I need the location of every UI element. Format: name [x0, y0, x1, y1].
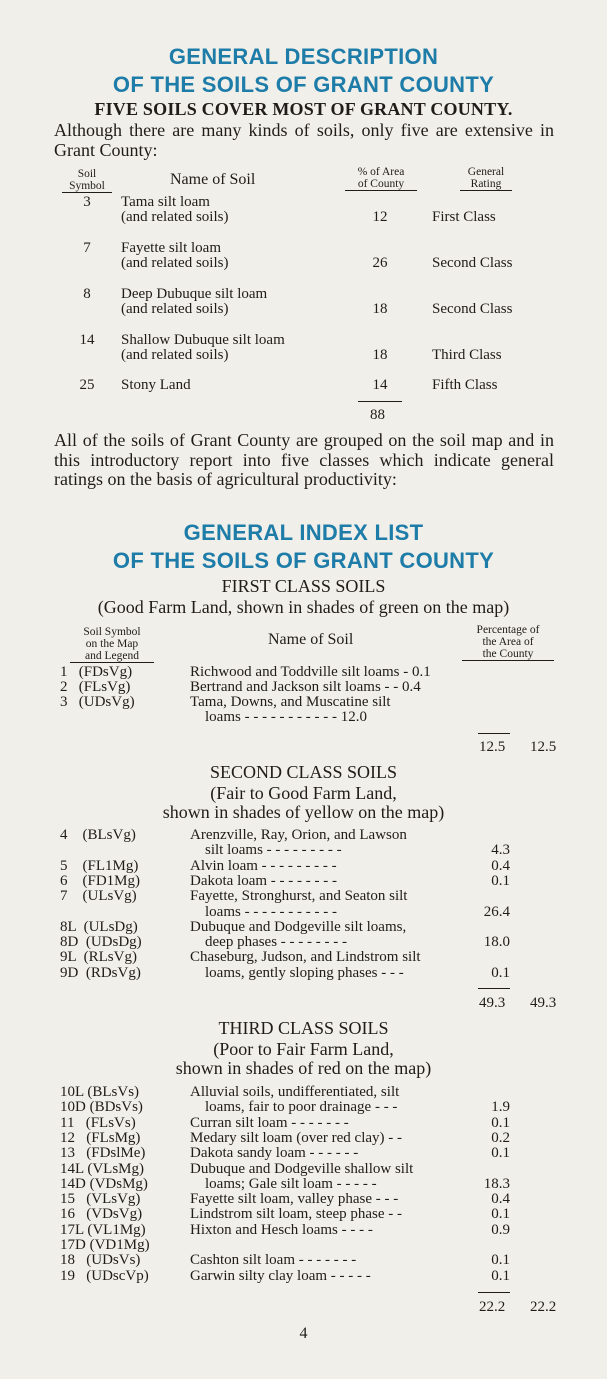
table1-symbol: 3	[83, 194, 91, 210]
third-class-symbol: 10L (BLsVs)	[60, 1084, 140, 1100]
intro-paragraph: Although there are many kinds of soils, only five are extensive in Grant County:	[54, 120, 554, 160]
first-class-entry-line: Richwood and Toddville silt loams - 0.1	[190, 664, 431, 680]
third-class-subtotal-rule	[478, 1292, 510, 1293]
table1-area: 14	[372, 377, 388, 393]
table1-area: 12	[372, 209, 388, 225]
table1-area: 26	[372, 255, 388, 271]
third-class-entry-name: Garwin silty clay loam - - - - -	[190, 1267, 371, 1284]
third-class-symbol: 10D (BDsVs)	[60, 1099, 143, 1116]
index-title-line-2: OF THE SOILS OF GRANT COUNTY	[112, 548, 495, 573]
table1-rating: Third Class	[432, 347, 502, 363]
third-class-percentage: 0.1	[491, 1252, 510, 1269]
table1-total-rule	[358, 401, 402, 402]
third-class-entry-name: Cashton silt loam - - - - - - -	[190, 1252, 357, 1269]
third-class-symbol: 13 (FDslMe)	[60, 1145, 146, 1162]
third-class-entry-name: Lindstrom silt loam, steep phase - -	[190, 1206, 403, 1223]
third-class-symbol: 17D (VD1Mg)	[60, 1237, 150, 1253]
table1-area-header: % of Area of County	[345, 166, 417, 191]
third-class-symbol: 18 (UDsVs)	[60, 1252, 141, 1269]
table1-symbol: 8	[83, 286, 91, 302]
table1-name: Stony Land	[121, 377, 191, 393]
table1-header-rule	[62, 192, 112, 193]
first-class-title: FIRST CLASS SOILS	[221, 576, 386, 596]
second-class-title: SECOND CLASS SOILS	[209, 762, 398, 782]
first-class-entry-line: Tama, Downs, and Muscatine silt	[190, 694, 391, 710]
third-class-percentage: 0.2	[491, 1129, 510, 1146]
table1-name-cont: (and related soils)	[121, 255, 229, 271]
second-class-percentage: 0.1	[491, 872, 510, 889]
third-class-percentage: 0.1	[491, 1114, 510, 1131]
table1-symbol: 7	[83, 240, 91, 256]
second-class-symbol: 8D (UDsDg)	[60, 934, 142, 951]
third-class-symbol: 16 (VDsVg)	[60, 1206, 143, 1223]
table1-name: Deep Dubuque silt loam	[121, 286, 268, 302]
table1-name: Fayette silt loam	[121, 240, 221, 256]
title-line-2: OF THE SOILS OF GRANT COUNTY	[112, 72, 495, 97]
third-class-symbol: 17L (VL1Mg)	[60, 1221, 146, 1238]
title-line-1: GENERAL DESCRIPTION	[168, 44, 439, 69]
second-class-entry-name: Chaseburg, Judson, and Lindstrom silt	[190, 949, 421, 966]
first-class-entry-line: loams - - - - - - - - - - - 12.0	[205, 709, 368, 725]
third-class-percentage: 0.1	[491, 1145, 510, 1162]
first-class-total: 12.5	[530, 739, 557, 755]
first-class-subtotal-rule	[478, 733, 510, 734]
third-class-entry-name: Medary silt loam (over red clay) - -	[190, 1129, 402, 1146]
second-class-subtotal: 49.3	[479, 995, 506, 1011]
table1-total: 88	[370, 407, 385, 423]
table1-name: Tama silt loam	[121, 194, 210, 210]
third-class-total: 22.2	[530, 1299, 557, 1315]
second-class-entry-name: deep phases - - - - - - - -	[205, 934, 348, 951]
grouping-paragraph: All of the soils of Grant County are grouped on the soil map and in this introductory report into five classes which indicate general ratings on the basis of agricultural productivity:	[54, 430, 554, 489]
table1-rating-header: General Rating	[460, 166, 512, 191]
third-class-entry-name: Hixton and Hesch loams - - - -	[190, 1221, 373, 1238]
second-class-entry-name: Dakota loam - - - - - - - -	[190, 872, 338, 889]
third-class-entry-name: Dubuque and Dodgeville shallow silt	[190, 1160, 414, 1177]
third-class-entry-name: Curran silt loam - - - - - - -	[190, 1114, 349, 1131]
table1-rating: Second Class	[432, 255, 513, 271]
third-class-symbol: 11 (FLsVs)	[60, 1114, 136, 1131]
third-class-percentage: 1.9	[491, 1099, 510, 1116]
second-class-symbol: 4 (BLsVg)	[60, 827, 136, 843]
table1-area: 18	[372, 301, 388, 317]
third-class-entry-name: loams, fair to poor drainage - - -	[205, 1099, 398, 1116]
third-class-entry-name: Dakota sandy loam - - - - - -	[190, 1145, 359, 1162]
table1-symbol: 25	[79, 377, 95, 393]
table1-symbol: 14	[79, 332, 95, 348]
third-class-symbol: 15 (VLsVg)	[60, 1191, 141, 1208]
second-class-entry-name: Dubuque and Dodgeville silt loams,	[190, 918, 407, 935]
second-class-percentage: 4.3	[491, 842, 510, 859]
third-class-subtitle-2: shown in shades of red on the map)	[175, 1058, 432, 1078]
second-class-subtitle-2: shown in shades of yellow on the map)	[162, 802, 445, 822]
index-symbol-header: Soil Symbol on the Map and Legend	[70, 626, 154, 663]
first-class-symbol: 3 (UDsVg)	[60, 694, 135, 710]
second-class-entry-name: Fayette, Stronghurst, and Seaton silt	[190, 888, 408, 905]
first-class-symbol: 2 (FLsVg)	[60, 679, 131, 695]
third-class-symbol: 14D (VDsMg)	[60, 1175, 148, 1192]
third-class-title: THIRD CLASS SOILS	[218, 1018, 389, 1038]
third-class-percentage: 0.4	[491, 1191, 510, 1208]
third-class-percentage: 0.1	[491, 1206, 510, 1223]
third-class-symbol: 12 (FLsMg)	[60, 1129, 141, 1146]
second-class-entry-name: loams, gently sloping phases - - -	[205, 964, 404, 981]
second-class-symbol: 8L (ULsDg)	[60, 918, 138, 935]
third-class-percentage: 0.9	[491, 1221, 510, 1238]
second-class-entry-name: Alvin loam - - - - - - - - -	[190, 857, 337, 874]
second-class-symbol: 6 (FD1Mg)	[60, 872, 141, 889]
table1-name-cont: (and related soils)	[121, 347, 229, 363]
table1-symbol-header: Soil Symbol	[62, 168, 112, 193]
table1-name-cont: (and related soils)	[121, 209, 229, 225]
index-percentage-header: Percentage of the Area of the County	[462, 624, 554, 661]
third-class-entry-name: Fayette silt loam, valley phase - - -	[190, 1191, 399, 1208]
third-class-symbol: 14L (VLsMg)	[60, 1160, 145, 1177]
first-class-subtotal: 12.5	[479, 739, 506, 755]
third-class-subtotal: 22.2	[479, 1299, 506, 1315]
second-class-total: 49.3	[530, 995, 557, 1011]
third-class-percentage: 18.3	[483, 1175, 510, 1192]
table1-name: Shallow Dubuque silt loam	[121, 332, 285, 348]
third-class-symbol: 19 (UDscVp)	[60, 1267, 149, 1284]
second-class-subtitle-1: (Fair to Good Farm Land,	[210, 783, 397, 803]
second-class-symbol: 9L (RLsVg)	[60, 949, 137, 966]
table1-rating: Fifth Class	[432, 377, 498, 393]
first-class-symbol: 1 (FDsVg)	[60, 664, 133, 680]
table1-rating: Second Class	[432, 301, 513, 317]
second-class-entry-name: loams - - - - - - - - - - -	[205, 903, 338, 920]
second-class-subtotal-rule	[478, 988, 510, 989]
table1-name-cont: (and related soils)	[121, 301, 229, 317]
third-class-entry-name: loams; Gale silt loam - - - - -	[205, 1175, 377, 1192]
second-class-symbol: 7 (ULsVg)	[60, 888, 137, 905]
index-header-rule	[468, 660, 554, 661]
second-class-percentage: 0.1	[491, 964, 510, 981]
index-name-header: Name of Soil	[268, 631, 354, 648]
second-class-percentage: 26.4	[483, 903, 510, 920]
second-class-percentage: 18.0	[483, 934, 510, 951]
second-class-entry-name: silt loams - - - - - - - - -	[205, 842, 342, 859]
table1-name-header: Name of Soil	[170, 171, 256, 188]
table1-area: 18	[372, 347, 388, 363]
third-class-percentage: 0.1	[491, 1267, 510, 1284]
second-class-symbol: 9D (RDsVg)	[60, 964, 141, 981]
first-class-subtitle: (Good Farm Land, shown in shades of green on the map)	[97, 597, 510, 617]
page-number: 4	[299, 1325, 308, 1342]
third-class-subtitle-1: (Poor to Fair Farm Land,	[213, 1039, 394, 1059]
section-title	[0, 43, 607, 99]
third-class-entry-name: Alluvial soils, undifferentiated, silt	[190, 1084, 400, 1100]
second-class-entry-name: Arenzville, Ray, Orion, and Lawson	[190, 827, 407, 843]
index-title-line-1: GENERAL INDEX LIST	[183, 520, 424, 545]
table1-rating: First Class	[432, 209, 496, 225]
index-title	[0, 519, 607, 575]
second-class-percentage: 0.4	[491, 857, 510, 874]
second-class-symbol: 5 (FL1Mg)	[60, 857, 139, 874]
first-class-entry-line: Bertrand and Jackson silt loams - - 0.4	[190, 679, 421, 695]
bold-heading: FIVE SOILS COVER MOST OF GRANT COUNTY.	[94, 99, 513, 119]
